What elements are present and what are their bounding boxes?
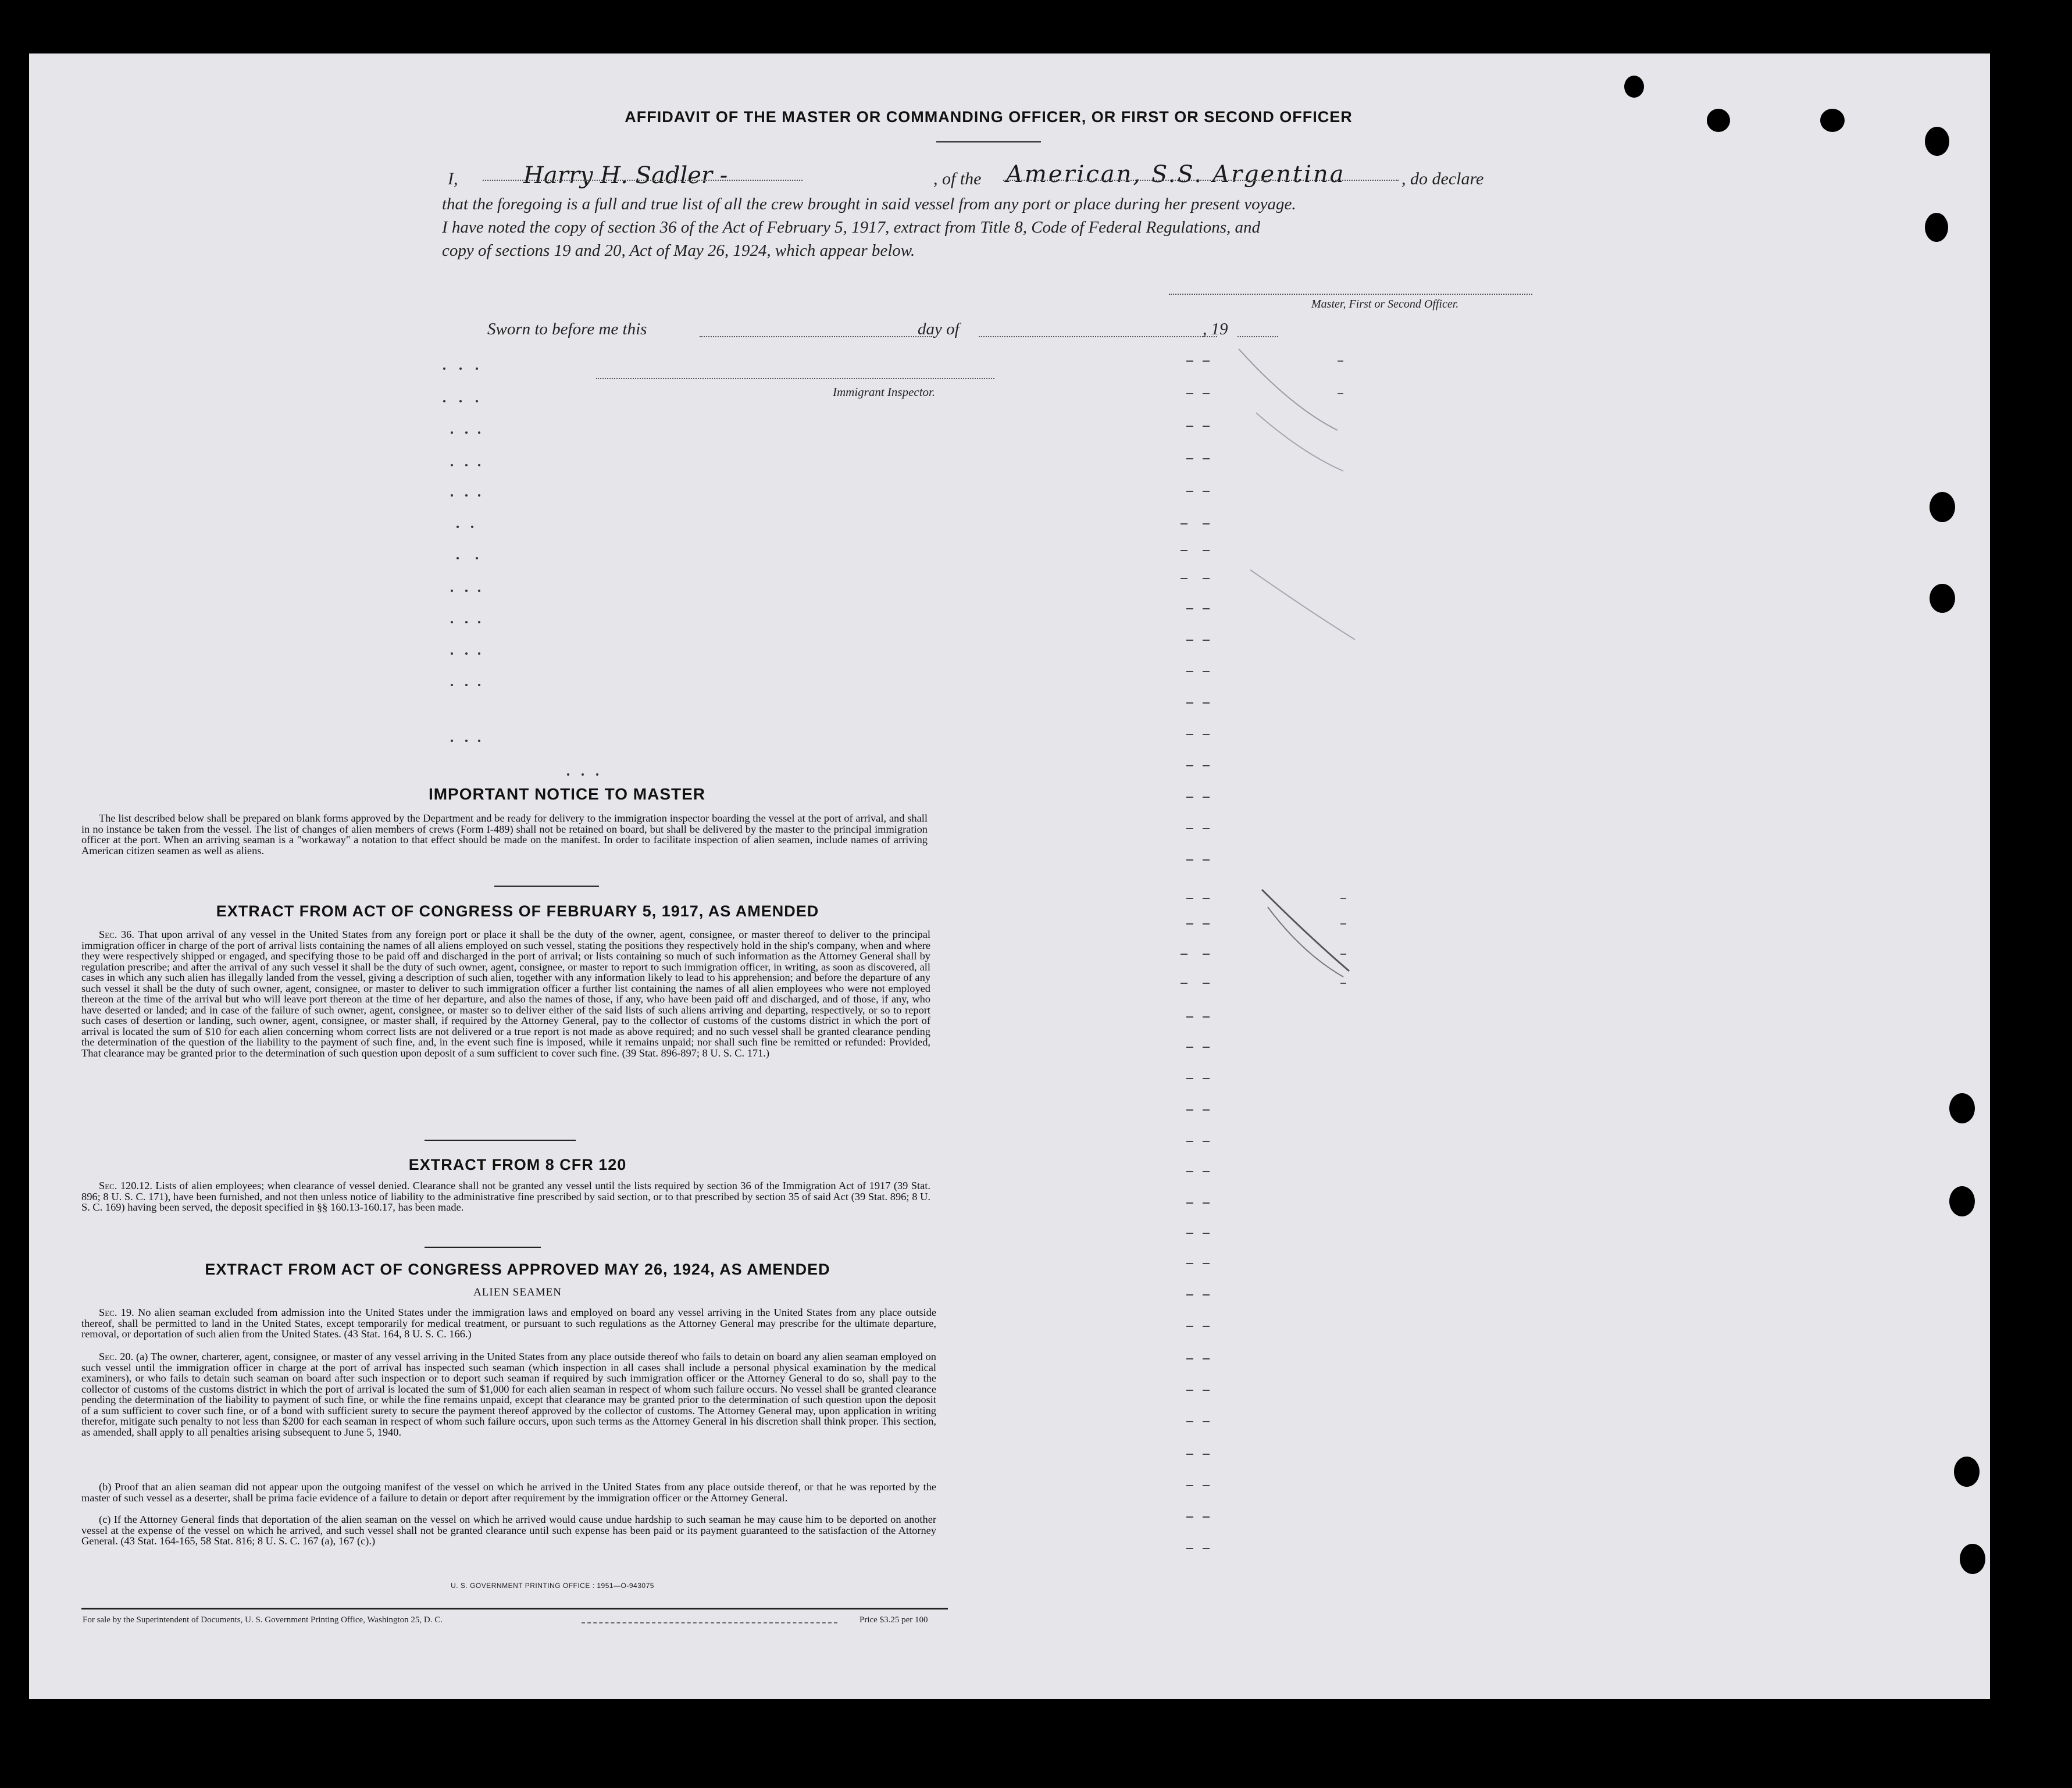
sec36-label: Sec. 36. — [99, 929, 134, 940]
sec19-label: Sec. 19. — [99, 1307, 134, 1318]
binder-hole — [1930, 584, 1955, 613]
i-prefix: I, — [448, 169, 458, 188]
vessel-name: American, S.S. Argentina — [1006, 161, 1346, 188]
inspector-label: Immigrant Inspector. — [833, 385, 936, 399]
affidavit-title: AFFIDAVIT OF THE MASTER OR COMMANDING OFFICER, OR FIRST OR SECOND OFFICER — [625, 108, 1353, 126]
binder-hole — [1960, 1544, 1985, 1574]
document-page — [29, 53, 1990, 1699]
affidavit-line-2: that the foregoing is a full and true list of all the crew brought in said vessel from any port or place during her present voyage. — [442, 195, 1296, 213]
master-name: Harry H. Sadler - — [523, 162, 728, 189]
binder-hole — [1925, 213, 1948, 242]
binder-hole — [1930, 492, 1955, 522]
master-name-line — [483, 180, 803, 181]
footer-rule — [81, 1608, 948, 1609]
extract-1917-title: EXTRACT FROM ACT OF CONGRESS OF FEBRUARY 5, 1917, AS AMENDED — [216, 902, 819, 920]
pencil-strokes — [1221, 337, 1407, 1035]
sworn-label: Sworn to before me this — [487, 320, 647, 338]
footer-leader — [582, 1622, 837, 1623]
binder-hole — [1949, 1186, 1975, 1216]
binder-hole — [1820, 109, 1845, 132]
notice-title: IMPORTANT NOTICE TO MASTER — [428, 785, 706, 803]
price-notice: Price $3.25 per 100 — [860, 1615, 928, 1625]
binder-hole — [1954, 1457, 1980, 1487]
master-signature-line — [1169, 294, 1532, 295]
extract-cfr-body — [81, 1180, 930, 1213]
year-label: , 19 — [1203, 320, 1228, 338]
sworn-month-line — [979, 336, 1217, 337]
title-divider — [936, 141, 1041, 142]
sworn-line — [487, 320, 1301, 343]
master-label: Master, First or Second Officer. — [1311, 298, 1459, 311]
of-the-label: , of the — [933, 169, 982, 188]
sec20-label: Sec. 20. — [99, 1351, 134, 1362]
day-of-label: day of — [918, 320, 960, 338]
inspector-signature-line — [596, 378, 994, 379]
binder-hole — [1707, 109, 1730, 132]
sec19-body — [81, 1307, 936, 1340]
sec120-label: Sec. 120.12. — [99, 1180, 153, 1191]
sec20c-body: (c) If the Attorney General finds that deportation of the alien seaman on the vessel on which he arrived would cause undue hardship to such seaman he may cause him to be deported on another vessel at the expense of the vessel on which he arrived, and such vessel shall not be granted clearance until such expense has been paid or its payment guaranteed to the satisfaction of the Attorney General. (43 Stat. 164-165, 58 Stat. 816; 8 U. S. C. 167 (a), 167 (c).) — [81, 1514, 936, 1547]
gpo-imprint: U. S. GOVERNMENT PRINTING OFFICE : 1951—O-943075 — [451, 1582, 654, 1590]
binder-hole — [1949, 1093, 1975, 1123]
sec20a-text: (a) The owner, charterer, agent, consignee, or master of any vessel arriving in the United States from any place outside thereof who fails to detain on board any alien seaman employed on such vessel until the immigration officer in charge at the port of arrival has inspected such seaman (which inspection in all cases shall include a personal physical examination by the medical examiners), or who fails to detain such seaman on board after such inspection or to deport such seaman if required by such immigration officer or the Attorney General to do so, shall pay to the collector of customs of the customs district in which the port of arrival is located the sum of $1,000 for each alien seaman in respect of whom such failure occurs. No vessel shall be granted clearance pending the determination of the liability to payment of such fine, or while the fine remains unpaid, except that clearance may be granted prior to the determination of such question upon the deposit of a sum sufficient to cover such fine, or of a bond with sufficient surety to secure the payment thereof approved by the collector of customs. The Attorney General may, upon application in writing therefor, mitigate such penalty to not less than $200 for each seaman in respect of whom such failure occurs, upon such terms as the Attorney General in his discretion shall think proper. This section, as amended, shall apply to all penalties arising subsequent to June 5, 1940. — [81, 1351, 936, 1438]
notice-body: The list described below shall be prepared on blank forms approved by the Department and be ready for delivery to the immigration inspector boarding the vessel at the port of arrival, and shall in no instance be taken from the vessel. The list of changes of alien members of crews (Form I-489) shall not be retained on board, but shall be delivered by the master to the principal immigration officer at the port. When an arriving seaman is a "workaway" a notation to that effect should be made on the manifest. In order to facilitate inspection of alien seamen, include names of arriving American citizen seamen as well as aliens. — [81, 812, 928, 856]
extract-1924-subtitle: ALIEN SEAMEN — [473, 1286, 562, 1298]
extract-cfr-title: EXTRACT FROM 8 CFR 120 — [408, 1156, 627, 1173]
binder-hole — [1624, 76, 1644, 98]
affidavit-line-3: I have noted the copy of section 36 of the Act of February 5, 1917, extract from Title 8, Code of Federal Regulations, and — [442, 218, 1261, 237]
affidavit-line-4: copy of sections 19 and 20, Act of May 26, 1924, which appear below. — [442, 241, 915, 260]
extract-1917-body — [81, 929, 930, 1058]
extract-1924-title: EXTRACT FROM ACT OF CONGRESS APPROVED MAY 26, 1924, AS AMENDED — [205, 1261, 830, 1278]
sec20a-body — [81, 1351, 936, 1437]
sale-notice: For sale by the Superintendent of Documents, U. S. Government Printing Office, Washington 25, D. C. — [83, 1615, 443, 1625]
notice-divider — [494, 886, 599, 887]
sec19-text: No alien seaman excluded from admission into the United States under the immigration laws and employed on board any vessel arriving in the United States from any place outside thereof, shall be permitted to land in the United States, except temporarily for medical treatment, or pursuant to such regulations as the Attorney General may prescribe for the ultimate departure, removal, or deportation of such alien from the United States. (43 Stat. 164, 8 U. S. C. 166.) — [81, 1307, 936, 1340]
sec20b-body: (b) Proof that an alien seaman did not appear upon the outgoing manifest of the vessel on which he arrived in the United States from any place outside thereof, or that he was reported by the master of such vessel as a deserter, shall be prima facie evidence of a failure to detain or deport after requirement by the immigration officer or the Attorney General. — [81, 1481, 936, 1504]
extract-cfr-divider — [425, 1247, 541, 1248]
vessel-name-line — [1003, 180, 1399, 181]
binder-hole — [1925, 127, 1949, 156]
sec120-text: Lists of alien employees; when clearance of vessel denied. Clearance shall not be granted any vessel until the lists required by section 36 of the Immigration Act of 1917 (39 Stat. 896; 8 U. S. C. 171), have been furnished, and not then unless notice of liability to the administrative fine prescribed by said section, or to that prescribed by section 35 of said Act (39 Stat. 896; 8 U. S. C. 169) having been served, the deposit specified in §§ 160.13-160.17, has been made. — [81, 1180, 930, 1213]
extract-1917-divider — [425, 1140, 576, 1141]
sworn-day-line — [700, 336, 932, 337]
sec36-text: That upon arrival of any vessel in the United States from any foreign port or place it shall be the duty of the owner, agent, consignee, or master thereof to deliver to the principal immigration officer in charge of the port of arrival lists containing the names of all aliens employed on such vessel, stating the positions they respectively hold in the ship's company, when and where they were respectively shipped or engaged, and specifying those to be paid off and discharged in the port of arrival; or lists containing so much of such information as the Attorney General shall by regulation prescribe; and after the arrival of any such vessel it shall be the duty of such owner, agent, consignee, or master to report to such immigration officer, in writing, as soon as discovered, all cases in which any such alien has illegally landed from the vessel, giving a description of such alien, together with any information likely to lead to his apprehension; and before the departure of any such vessel it shall be the duty of such owner, agent, consignee, or master to deliver to such immigration officer a further list containing the names of all alien employees who were not employed thereon at the time of the arrival but who will leave port thereon at the time of her departure, and also the names of those, if any, who have been paid off and discharged, and of those, if any, who have deserted or landed; and in case of the failure of such owner, agent, consignee, or master so to deliver either of the said lists of such aliens arriving and departing, respectively, or so to report such cases of desertion or landing, such owner, agent, consignee, or master shall, if required by the Attorney General, pay to the collector of customs of the customs district in which the port of arrival is located the sum of $10 for each alien concerning whom correct lists are not delivered or a true report is not made as above required; and no such vessel shall be granted clearance pending the determination of the question of the liability to the payment of such fine, and, in the event such fine is imposed, while it remains unpaid; nor shall such fine be remitted or refunded: Provided, That clearance may be granted prior to the determination of such question upon deposit of a sum sufficient to cover such fine. (39 Stat. 896-897; 8 U. S. C. 171.) — [81, 929, 930, 1059]
do-declare-label: , do declare — [1401, 169, 1484, 188]
